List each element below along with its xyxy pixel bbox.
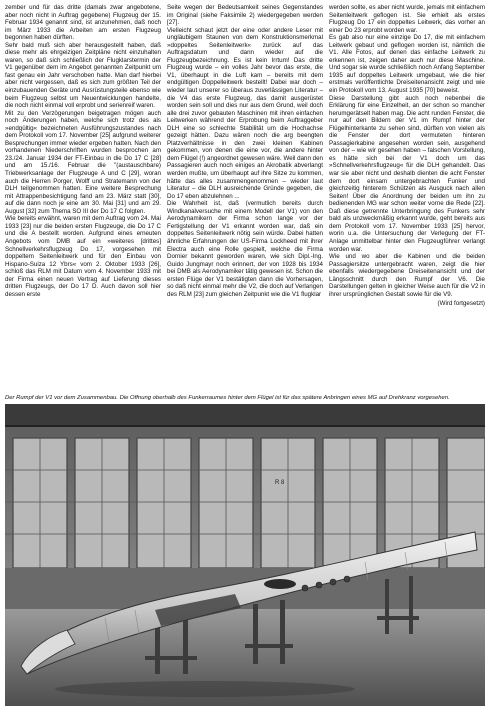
- paragraph: Wie bereits erwähnt, waren mit dem Auftrag vom 24. Mai 1933 [23] nur die beiden ersten Flugzeuge, die Do 17 C und die A bestellt worden. Aufgrund eines erneuten Angebots vom DMB auf ein »weiteres [drittes] Schnellverkehrsflugzeug Do 17, vorgesehen mit doppeltem Seitenleitwerk und für den Einbau von Hispano-Suiza 12 Ybrs« vom 2. Oktober 1933 [26], schloß das RLM mit Datum vom 4. November 1933 mit der Firma einen neuen Vertrag auf Lieferung dieses dritten Flugzeugs, der Do 17 D. Auch davon soll hier dessen erste: [5, 215, 161, 298]
- paragraph: Vielleicht schaut jetzt der eine oder andere Leser mit ungläubigem Staunen von dem Konstruktionsmerkmal »doppeltes Seitenleitwerk« zurück auf das Auftragsdatum und dann wieder auf die Flugzeugbezeichnung. Es ist kein Irrtum! Das dritte Flugzeug wurde – ein volles Jahr bevor das erste, die V1, überhaupt in die Luft kam – bereits mit dem endgültigen Doppelleitwerk bestellt! Dabei war doch – wieder laut unserer so überaus zuverlässigen Literatur – die V4 das erste Flugzeug, das damit ausgerüstet worden sein soll und dies nur aus dem Grund, weil doch alle drei zuvor gebauten Maschinen mit ihren einfachen Leitwerken während der Erprobung beim Auftraggeber DLH eine so schlechte Stabilität um die Hochachse gezeigt hätten. Dazu wären noch die arg beengten Platzverhältnisse in den zwei kleinen Kabinen gekommen, von denen die eine vor, die andere hinter dem Flügel (!) angeordnet gewesen wäre. Weil dann den Passagieren auch noch einiges an Akrobatik abverlangt werden mußte, um überhaupt auf ihre Sitze zu kommen, hätte das alles zusammengenommen – wieder laut Literatur – die DLH ausreichende Gründe gegeben, die Do 17 eben abzulehnen ...: [167, 26, 323, 200]
- paragraph: Seite wegen der Bedeutsamkeit seines Gegenstandes im Original (siehe Faksimile 2) wiedergegeben werden [27].: [167, 4, 323, 27]
- paragraph: Diese Darstellung gibt auch noch nebenbei die Erklärung für eine Einzelheit, an der schon so mancher herumgerätselt haben mag. Die acht runden Fenster, die nur auf den Bildern der V1 im Rumpf hinter der Flügelhinterkante zu sehen sind, dürften von vielen als die Fenster der dort vermuteten hinteren Passagierkabine angesehen worden sein, ausgehend von der – wie wir gesehen haben – falschen Vorstellung, es hätte sich bei der V1 doch um das »Schnellverkehrsflugzeug« für die DLH gehandelt. Das war sie aber nicht und deshalb dienten die acht Fenster dem dort einsam untergebrachten Funker und gleichzeitig hinterem Schützen als Ausguck nach allen Seiten! Über die Anordnung der beiden um ihn zu bedienenden MG war schon weiter vorne die Rede [22]. Daß diese getrennte Unterbringung des Funkers sehr bald als unzweckmäßig erkannt wurde, geht bereits aus dem Protokoll vom 17. November 1933 [25] hervor, worin u.a. die Untersuchung der Verlegung der FT-Anlage unmittelbar hinter den Flugzeugführer verlangt worden war.: [329, 94, 485, 253]
- paragraph: Die Wahrheit ist, daß (vermutlich bereits durch Windkanalversuche mit einem Modell der V1) von den Aerodynamikern der Firma schon lange vor der Fertigstellung der V1 erkannt worden war, daß ein doppeltes Seitenleitwerk nötig sein würde. Dabei hatten ähnliche Erfahrungen der US-Firma Lockheed mit ihrer Electra auch eine Rolle gespielt, welche die Firma Dornier bekannt geworden waren, wie sich Dipl.-Ing. Guido Jungmayr noch erinnert, der von 1928 bis 1934 bei DMB als Aerodynamiker tätig gewesen ist. Schon die ersten Flüge der V1 bestätigten dann die Vorhersagen, so daß nicht einmal mehr die V2, die doch auf Verlangen des RLM [23] zum gleichen Zeitpunkt wie die V1 flugklar: [167, 200, 323, 298]
- paragraph: Es gab also nur eine einzige Do 17, die mit einfachem Leitwerk gebaut und geflogen worden ist, nämlich die V1. Alle Fotos, auf denen das einfache Leitwerk zu erkennen ist, zeigen daher auch nur diese Maschine. Und sogar sie wurde schließlich noch Anfang September 1935 auf doppeltes Leitwerk umgebaut, wie die hier erstmals veröffentlichte Dreiseitenansicht zeigt und wie ein Protokoll vom 13. August 1935 [70] beweist.: [329, 34, 485, 95]
- paragraph: zember und für das dritte (damals zwar angebotene, aber noch nicht in Auftrag gegebene) Flugzeug der 15. Februar 1934 genannt sind, ist anzunehmen, daß noch im März 1933 die Arbeiten am ersten Flugzeug begonnen haben dürften.: [5, 4, 161, 42]
- paragraph: werden sollte, es aber nicht wurde, jemals mit einfachem Seitenleitwerk geflogen ist. Sie erhielt als erstes Flugzeug Do 17 ein doppeltes Leitwerk, das vorher an einer Do 23 erprobt worden war.: [329, 4, 485, 34]
- paragraph: Wie und wo aber die Kabinen und die beiden Passagiersitze untergebracht waren, zeigt die hier ebenfalls wiedergegebene Dreiseitenansicht und der Längsschnitt durch den Rumpf der V6. Die Darstellungen gelten in gleicher Weise auch für die V2 in ihrer ursprünglichen Gestalt sowie für die V9.: [329, 253, 485, 298]
- article-column-1: [5, 4, 161, 392]
- paragraph: Mit zu den Verzögerungen beigetragen mögen auch noch Änderungen haben, welche sich trotz des als »endgültig« bezeichneten Ausführungszustandes nach dem Protokoll vom 17. November [25] aufgrund weiterer Besprechungen immer wieder ergeben hatten. Nach den vorhandenen Niederschriften wurden besprochen am 23./24. Januar 1934 der FT-Einbau in die Do 17 C [28] und am 15./16. Februar die "(austauschbare) Triebwerksanlage der Flugzeuge A und C [29], woran auch die Herren Porger, Wolff und Stratemann von der DLH teilgenommen hatten. Eine weitere Besprechung mit Attrappenbesichtigung fand am 23. März statt [30], auf die dann noch je eine am 30. Mai [31] und am 29. August [32] zum Thema SO III der Do 17 C folgten.: [5, 109, 161, 215]
- wall-code-label: R 8: [275, 480, 285, 486]
- article-column-3: [329, 4, 485, 392]
- article-column-2: [167, 4, 323, 392]
- paragraph: Sehr bald muß sich aber herausgestellt haben, daß diese mehr als ehrgeizigen Zeitpläne nicht einzuhalten waren, so daß sich schließlich der Flugklarstermin der V1 gegenüber dem im Angebot genannten Zeitpunkt um fast genau ein Jahr verschoben hatte. Man darf hierbei aber nicht vergessen, daß es sich zum größten Teil der einzubauenden Geräte und Ausrüstungsteile ebenso wie beim Flugzeug selbst um Neuentwicklungen handelte, die noch nicht einmal voll erprobt und serienreif waren.: [5, 41, 161, 110]
- article-columns: [5, 4, 485, 392]
- fuselage-photo: [5, 404, 485, 706]
- to-be-continued-note: (Wird fortgesetzt): [437, 300, 485, 308]
- photo-caption: Der Rumpf der V1 vor dem Zusammenbau. Die Öffnung oberhalb des Funkerraumes hinter dem Flügel ist für das spätere Anbringen eines MG auf Drehkranz vorgesehen.: [5, 395, 450, 401]
